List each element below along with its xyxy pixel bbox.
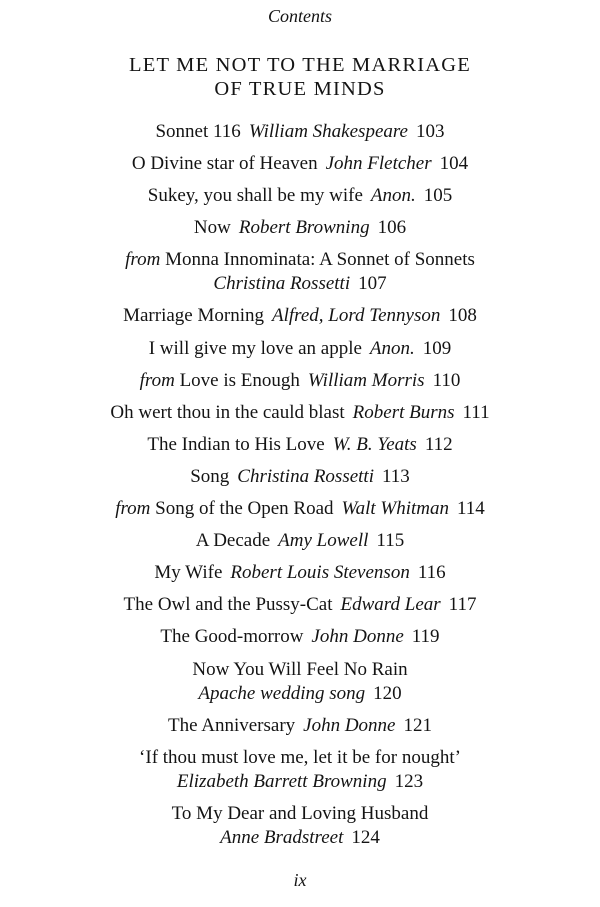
entry-author: Alfred, Lord Tennyson (272, 305, 441, 327)
entry-title: Song of the Open Road (155, 498, 334, 520)
entry-page-number: 115 (376, 530, 405, 552)
entry-author: W. B. Yeats (332, 433, 417, 455)
entry-author: Robert Browning (238, 217, 370, 239)
toc-entry (0, 465, 600, 489)
entry-title: The Indian to His Love (147, 433, 325, 455)
page-number: ix (293, 870, 307, 890)
toc-entry (0, 337, 600, 361)
entry-author: Walt Whitman (341, 498, 450, 520)
entry-page-number: 107 (358, 273, 387, 295)
entry-page-number: 109 (422, 337, 452, 359)
entry-author: William Morris (307, 369, 425, 391)
entry-page-number: 105 (423, 185, 453, 207)
toc-entry (0, 658, 600, 706)
entry-author: Elizabeth Barrett Browning (176, 770, 387, 792)
toc-entry-list (0, 120, 600, 858)
toc-entry (0, 593, 600, 617)
toc-entry (0, 120, 600, 144)
entry-page-number: 117 (448, 594, 477, 616)
toc-entry (0, 248, 600, 296)
entry-title: To My Dear and Loving Husband (171, 802, 429, 824)
entry-title: Oh wert thou in the cauld blast (110, 401, 345, 423)
toc-entry (0, 369, 600, 393)
entry-title: The Good-morrow (160, 626, 304, 648)
entry-page-number: 114 (457, 498, 485, 520)
entry-title: The Anniversary (168, 714, 296, 736)
entry-author: Anne Bradstreet (220, 826, 344, 848)
section-title-line-1: LET ME NOT TO THE MARRIAGE (129, 54, 471, 76)
toc-entry (0, 304, 600, 328)
entry-page-number: 119 (411, 626, 440, 648)
entry-page-number: 103 (416, 121, 445, 142)
toc-entry (0, 184, 600, 208)
entry-author: Robert Burns (352, 401, 455, 423)
toc-entry (0, 714, 600, 738)
entry-title: Now (193, 217, 231, 239)
toc-entry (0, 216, 600, 240)
toc-entry (0, 497, 600, 521)
entry-page-number: 104 (439, 153, 469, 175)
entry-author: Christina Rossetti (237, 465, 374, 487)
toc-entry (0, 561, 600, 585)
entry-title: A Decade (195, 530, 271, 552)
entry-title: Now You Will Feel No Rain (192, 658, 408, 680)
toc-entry (0, 625, 600, 649)
entry-title: Song (190, 465, 230, 487)
entry-title: I will give my love an apple (148, 337, 362, 359)
entry-author: Anon. (369, 337, 415, 359)
entry-title: ‘If thou must love me, let it be for nought’ (139, 746, 461, 768)
toc-entry (0, 746, 600, 794)
toc-entry (0, 152, 600, 176)
entry-page-number: 124 (351, 826, 380, 848)
running-head: Contents (267, 6, 332, 26)
toc-entry (0, 529, 600, 553)
entry-author: William Shakespeare (248, 121, 408, 142)
entry-author: Robert Louis Stevenson (230, 562, 410, 584)
entry-title: My Wife (154, 562, 223, 584)
entry-title: Sonnet 116 (155, 121, 241, 142)
entry-title: The Owl and the Pussy-Cat (123, 594, 333, 616)
entry-page-number: 120 (373, 682, 402, 704)
section-title-line-2: OF TRUE MINDS (214, 78, 386, 100)
entry-prefix: from (139, 369, 175, 391)
entry-page-number: 112 (424, 433, 453, 455)
entry-page-number: 113 (382, 465, 410, 487)
entry-author: Apache wedding song (198, 682, 366, 704)
entry-author: John Donne (311, 626, 404, 648)
entry-author: Edward Lear (340, 594, 441, 616)
entry-prefix: from (115, 498, 151, 520)
entry-author: John Fletcher (325, 153, 432, 175)
entry-page-number: 110 (432, 369, 461, 391)
entry-author: Amy Lowell (278, 530, 369, 552)
entry-author: John Donne (303, 714, 396, 736)
entry-title: Love is Enough (179, 369, 300, 391)
toc-entry (0, 802, 600, 850)
entry-prefix: from (125, 249, 161, 271)
entry-title: Marriage Morning (123, 305, 264, 327)
entry-page-number: 108 (448, 305, 477, 327)
toc-entry (0, 401, 600, 425)
entry-page-number: 116 (417, 562, 446, 584)
toc-entry (0, 433, 600, 457)
entry-title: Monna Innominata: A Sonnet of Sonnets (165, 249, 475, 271)
entry-page-number: 111 (462, 401, 490, 423)
entry-author: Anon. (370, 185, 416, 207)
entry-page-number: 123 (394, 770, 424, 792)
entry-author: Christina Rossetti (213, 273, 351, 295)
entry-page-number: 106 (377, 217, 407, 239)
entry-title: Sukey, you shall be my wife (147, 185, 363, 207)
entry-title: O Divine star of Heaven (131, 153, 318, 175)
entry-page-number: 121 (403, 714, 432, 736)
section-title (0, 53, 600, 101)
